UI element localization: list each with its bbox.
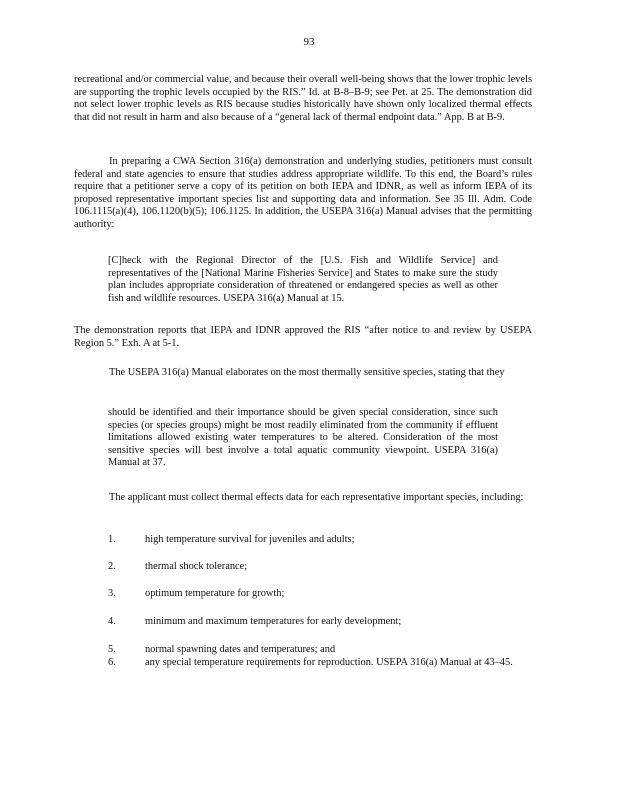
paragraph-thermal-data: The applicant must collect thermal effects data for each representative important species, including: — [109, 492, 524, 503]
paragraph-continuation: recreational and/or commercial value, and because their overall well-being shows that the lower trophic levels are supporting the trophic levels occupied by the RIS.” Id. at B-8–B-9; see Pet. at 25. The demonstration did not select lower trophic levels as RIS because studies historically have shown only localized thermal effects that did not result in harm and also because of a “general lack of thermal endpoint data.” App. B at B-9. — [74, 74, 532, 123]
paragraph-ris-approval: The demonstration reports that IEPA and IDNR approved the RIS “after notice to and review by USEPA Region 5.” Exh. A at 5-1. — [74, 325, 532, 349]
paragraph-consultation: In preparing a CWA Section 316(a) demonstration and underlying studies, petitioners must consult federal and state agencies to ensure that studies address appropriate wildlife. To this end, the Board’s rules require that a petitioner serve a copy of its petition on both IEPA and IDNR, as well as inform IEPA of its proposed representative important species list and supporting data and information. See 35 Ill. Adm. Code 106.1115(a)(4), 106.1120(b)(5); 106.1125. In addition, the USEPA 316(a) Manual advises that the permitting authority: — [74, 156, 532, 230]
list-item: 5. normal spawning dates and temperatures; and — [108, 644, 336, 655]
list-item: 4. minimum and maximum temperatures for early development; — [108, 616, 402, 627]
list-item: 1. high temperature survival for juveniles and adults; — [108, 534, 355, 545]
list-item: 3. optimum temperature for growth; — [108, 588, 285, 599]
list-item: 2. thermal shock tolerance; — [108, 561, 248, 572]
paragraph-sensitive-species: The USEPA 316(a) Manual elaborates on the most thermally sensitive species, stating that they — [109, 367, 505, 378]
block-quote-sensitive: should be identified and their importance should be given special consideration, since such species (or species groups) might be most readily eliminated from the community if effluent limitations allowed existing water temperatures to be altered. Consideration of the most sensitive species will best involve a total aquatic community viewpoint. USEPA 316(a) Manual at 37. — [108, 407, 498, 469]
list-item: 6. any special temperature requirements for reproduction. USEPA 316(a) Manual at 43–45. — [108, 657, 513, 668]
page-number: 93 — [303, 36, 315, 48]
block-quote-consult: [C]heck with the Regional Director of the [U.S. Fish and Wildlife Service] and representatives of the [National Marine Fisheries Service] and States to make sure the study plan includes appropriate consideration of threatened or endangered species as well as other fish and wildlife resources. USEPA 316(a) Manual at 15. — [108, 255, 498, 304]
